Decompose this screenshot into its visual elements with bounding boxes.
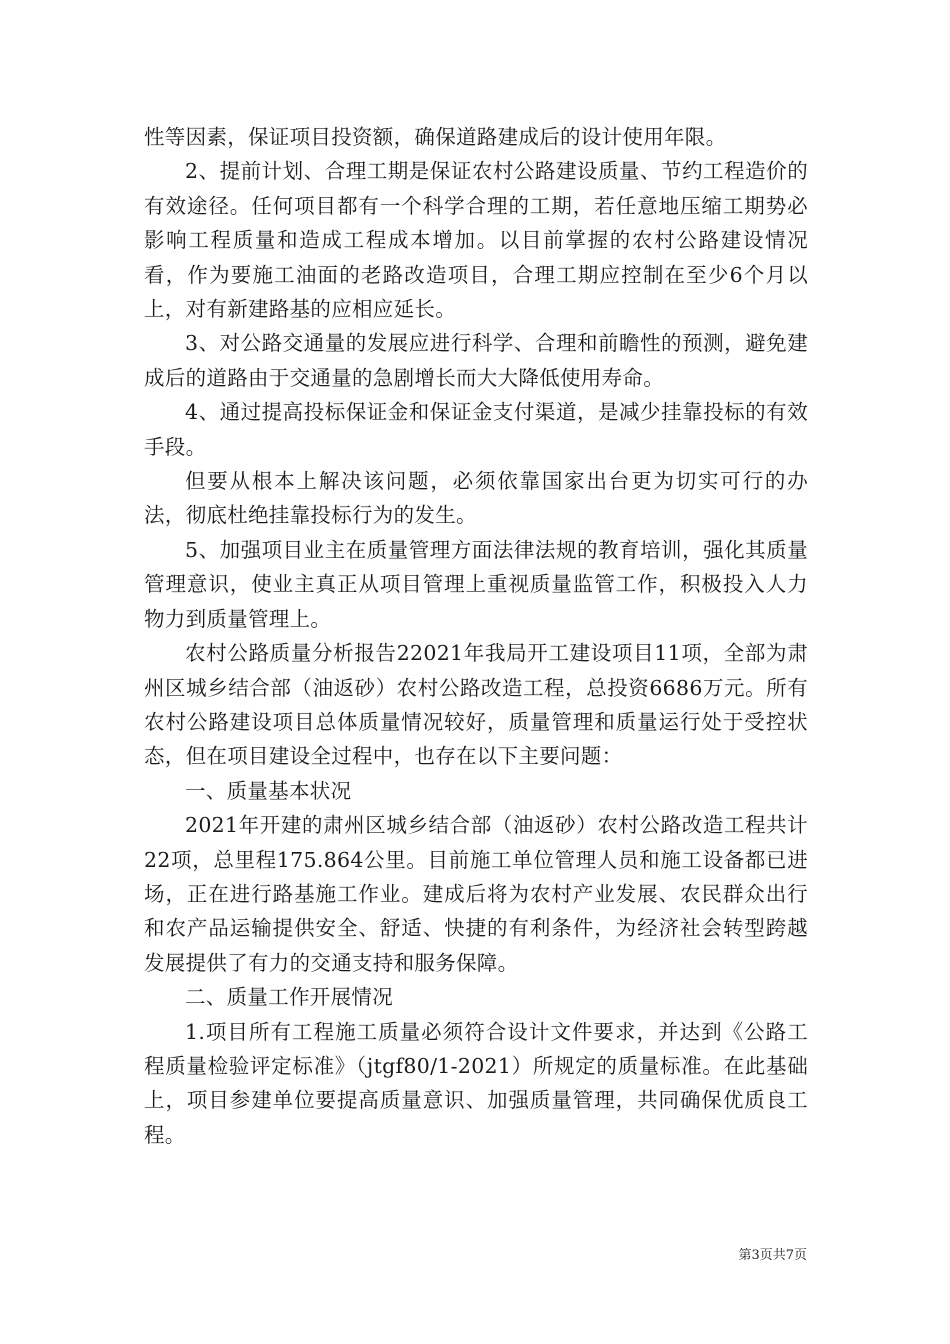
paragraph: 3、对公路交通量的发展应进行科学、合理和前瞻性的预测，避免建成后的道路由于交通量的急剧增长而大大降低使用寿命。 bbox=[144, 331, 808, 390]
paragraph: 2、提前计划、合理工期是保证农村公路建设质量、节约工程造价的有效途径。任何项目都有一个科学合理的工期，若任意地压缩工期势必影响工程质量和造成工程成本增加。以目前掌握的农村公路建设情况看，作为要施工油面的老路改造项目，合理工期应控制在至少6个月以上，对有新建路基的应相应延长。 bbox=[144, 159, 808, 322]
paragraph: 4、通过提高投标保证金和保证金支付渠道，是减少挂靠投标的有效手段。 bbox=[144, 400, 808, 459]
paragraph: 5、加强项目业主在质量管理方面法律法规的教育培训，强化其质量管理意识，使业主真正从项目管理上重视质量监管工作，积极投入人力物力到质量管理上。 bbox=[144, 537, 808, 631]
page-number: 第3页共7页 bbox=[738, 1248, 807, 1263]
paragraph: 但要从根本上解决该问题，必须依靠国家出台更为切实可行的办法，彻底杜绝挂靠投标行为的发生。 bbox=[144, 469, 808, 528]
document-body bbox=[144, 120, 808, 1152]
section-heading: 一、质量基本状况 bbox=[185, 778, 352, 803]
section-heading: 二、质量工作开展情况 bbox=[185, 985, 393, 1010]
paragraph: 农村公路质量分析报告22021年我局开工建设项目11项，全部为肃州区城乡结合部（油返砂）农村公路改造工程，总投资6686万元。所有农村公路建设项目总体质量情况较好，质量管理和质量运行处于受控状态，但在项目建设全过程中，也存在以下主要问题： bbox=[144, 641, 808, 769]
paragraph: 性等因素，保证项目投资额，确保道路建成后的设计使用年限。 bbox=[144, 125, 727, 149]
paragraph: 1.项目所有工程施工质量必须符合设计文件要求，并达到《公路工程质量检验评定标准》（jtgf80/1-2021）所规定的质量标准。在此基础上，项目参建单位要提高质量意识、加强质量管理，共同确保优质良工程。 bbox=[144, 1019, 808, 1147]
paragraph: 2021年开建的肃州区城乡结合部（油返砂）农村公路改造工程共计22项，总里程175.864公里。目前施工单位管理人员和施工设备都已进场，正在进行路基施工作业。建成后将为农村产业发展、农民群众出行和农产品运输提供安全、舒适、快捷的有利条件，为经济社会转型跨越发展提供了有力的交通支持和服务保障。 bbox=[144, 813, 808, 975]
